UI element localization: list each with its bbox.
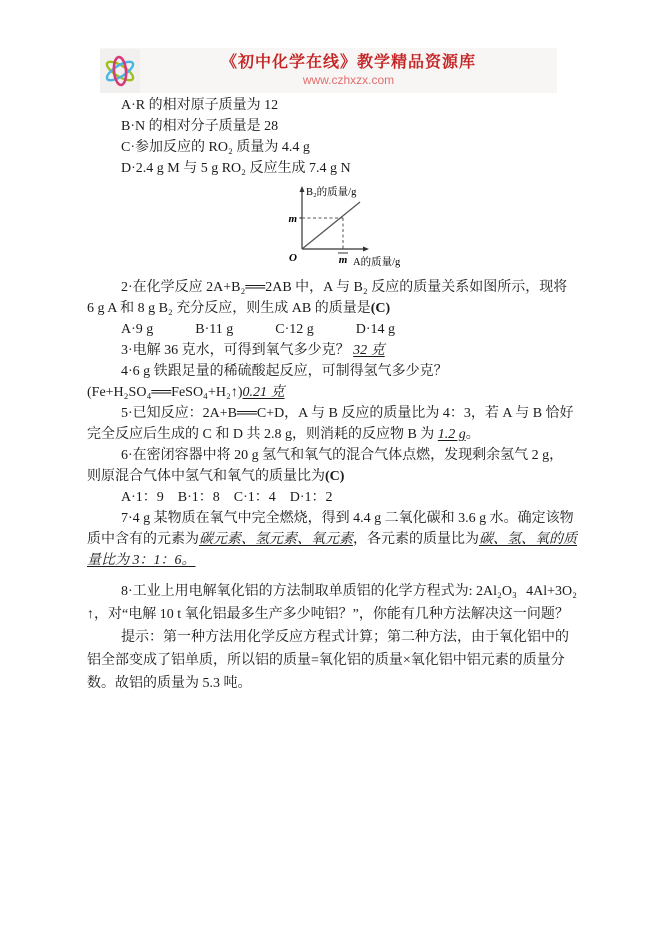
q1-option-d: D·2.4 g M 与 5 g RO₂ 反应生成 7.4 g N [121, 161, 351, 176]
q6-text: 6·在密闭容器中将 20 g 氢气和氧气的混合气体点燃，发现剩余氢气 2 g，则原混合气体中氢气和氧气的质量比为 [87, 448, 564, 484]
y-axis-arrow-icon [300, 186, 305, 192]
question-6 [87, 445, 577, 487]
q1-option-b: B·N 的相对分子质量是 28 [121, 119, 279, 134]
mass-relationship-graph [285, 183, 425, 271]
q3-answer-blank: 32 克 [353, 343, 385, 358]
atom-logo-icon [100, 49, 140, 93]
atom-logo-svg [102, 51, 138, 91]
q4-text: 4·6 g 铁跟足量的稀硫酸起反应，可制得氢气多少克？(Fe+H₂SO₄══FeSO₄+H₂↑) [87, 364, 448, 400]
q8-equation-left: 8·工业上用电解氧化铝的方法制取单质铝的化学方程式为: 2Al₂O₃ [121, 584, 517, 599]
q1-option-a: A·R 的相对原子质量为 12 [121, 98, 279, 113]
q7-answer-blank-2: 碳、氢、氧的质量比为 3：1：6。 [87, 532, 577, 568]
q8-equation-right: 4Al+3O₂ [526, 584, 577, 599]
q1-option-c: C·参加反应的 RO₂ 质量为 4.4 g [121, 140, 310, 155]
q5-text: 5·已知反应：2A+B══C+D，A 与 B 反应的质量比为 4：3，若 A 与 B 恰好完全反应后生成的 C 和 D 共 2.8 g，则消耗的反应物 B 为 [87, 406, 574, 442]
q8-hint: 提示：第一种方法用化学反应方程式计算；第二种方法，由于氧化铝中的铝全部变成了铝单质，所以铝的质量=氧化铝的质量×氧化铝中铝元素的质量分数。故铝的质量为 5.3 吨。 [87, 630, 569, 691]
graph-origin-label: O [289, 252, 297, 264]
graph-y-axis-label: B₂的质量/g [306, 187, 357, 198]
graph-x-tick-label: m [338, 254, 348, 266]
q7-middle-text: ，各元素的质量比为 [353, 532, 479, 547]
q7-text: 7·4 g 某物质在氧气中完全燃烧，得到 4.4 g 二氧化碳和 3.6 g 水。确定该物质中含有的元素为 [87, 511, 574, 547]
q3-text: 3·电解 36 克水，可得到氧气多少克？ [121, 343, 350, 358]
graph-x-axis-label: A的质量/g [353, 257, 401, 268]
question-3 [87, 340, 577, 361]
header-text [140, 54, 557, 87]
q8-question-line: ↑，对“电解 10 t 氧化铝最多生产多少吨铝？”，你能有几种方法解决这一问题？ [87, 607, 569, 622]
site-title: 《初中化学在线》教学精品资源库 [220, 54, 476, 72]
q7-answer-blank-1: 碳元素、氢元素、氧元素 [199, 532, 353, 547]
question-5 [87, 403, 577, 445]
graph-y-tick-label: m [288, 213, 297, 225]
q6-answer: (C) [325, 469, 345, 484]
site-header [100, 48, 557, 93]
q5-suffix: 。 [465, 427, 480, 442]
question-8 [87, 580, 577, 695]
q4-answer-blank: 0.21 克 [242, 385, 285, 400]
q2-options: A·9 g B·11 g C·12 g D·14 g [121, 322, 396, 337]
worksheet-content [87, 95, 577, 695]
q2-text: 2·在化学反应 2A+B₂══2AB 中，A 与 B₂ 反应的质量关系如图所示，现将 6 g A 和 8 g B₂ 充分反应，则生成 AB 的质量是 [87, 280, 568, 316]
x-axis-arrow-icon [363, 247, 369, 252]
question-4 [87, 361, 577, 403]
question-2 [87, 277, 577, 319]
q1-options [87, 95, 577, 179]
graph-svg [285, 183, 425, 271]
q2-answer: (C) [370, 301, 391, 316]
site-url: www.czhxzx.com [302, 72, 395, 87]
q5-answer-blank: 1.2 g [437, 427, 466, 442]
q8-equation-line [87, 580, 577, 603]
q6-options: A·1：9 B·1：8 C·1：4 D·1：2 [121, 490, 333, 505]
question-7 [87, 508, 577, 571]
